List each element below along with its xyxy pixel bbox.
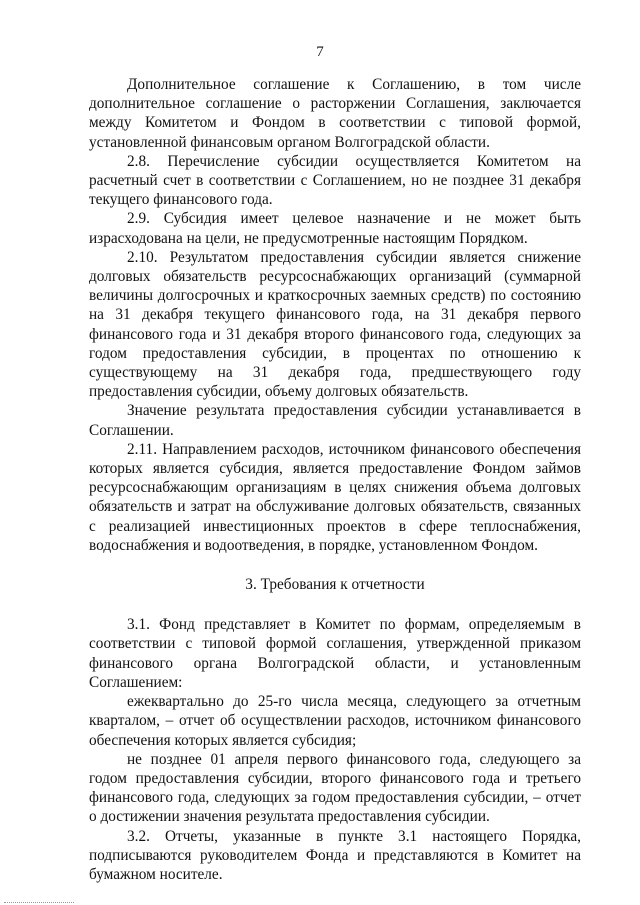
page-number: 7 [316, 44, 324, 60]
paragraph-3-2: 3.2. Отчеты, указанные в пункте 3.1 настоящего Порядка, подписываются руководителем Фонда и представляются в Комитет на бумажном носителе. [89, 827, 581, 883]
paragraph-quarterly-report: ежеквартально до 25-го числа месяца, следующего за отчетным кварталом, – отчет об осуществлении расходов, источником финансового обеспечения которых является субсидия; [89, 693, 581, 749]
paragraph-3-1: 3.1. Фонд представляет в Комитет по формам, определяемым в соответствии с типовой формой соглашения, утвержденной приказом финансового органа Волгоградской области, и установленным Соглашением: [89, 616, 581, 691]
paragraph-result-value: Значение результата предоставления субсидии устанавливается в Соглашении. [89, 402, 581, 439]
paragraph-2-10: 2.10. Результатом предоставления субсидии является снижение долговых обязательств ресурсоснабжающих организаций (суммарной величины долгосрочных и краткосрочных заемных средств) по состоянию на 31 декабря текущего финансового года, на 31 декабря первого финансового года и 31 декабря второго финансового года, следующих за годом предоставления субсидии, в процентах по отношению к существующему на 31 декабря года, предшествующего году предоставления субсидии, объему долговых обязательств. [89, 248, 581, 401]
paragraph-2-8: 2.8. Перечисление субсидии осуществляется Комитетом на расчетный счет в соответствии с Соглашением, но не позднее 31 декабря текущего финансового года. [89, 152, 581, 209]
paragraph-2-11: 2.11. Направлением расходов, источником финансового обеспечения которых является субсидия, является предоставление Фондом займов ресурсоснабжающим организациям в целях снижения объема долговых обязательств и затрат на обслуживание долговых обязательств, связанных с реализацией инвестиционных проектов в сфере теплоснабжения, водоснабжения и водоотведения, в порядке, установленном Фондом. [89, 440, 581, 554]
document-body [89, 75, 581, 884]
scan-edge-mark [4, 899, 74, 903]
paragraph-additional-agreement: Дополнительное соглашение к Соглашению, в том числе дополнительное соглашение о расторжении Соглашения, заключается между Комитетом и Фондом в соответствии с типовой формой, установленной финансовым органом Волгоградской области. [89, 76, 581, 151]
paragraph-annual-report: не позднее 01 апреля первого финансового года, следующего за годом предоставления субсидии, второго финансового года и третьего финансового года, следующих за годом предоставления субсидии, – отчет о достижении значения результата предоставления субсидии. [89, 750, 581, 826]
section-heading: 3. Требования к отчетности [245, 576, 425, 594]
paragraph-2-9: 2.9. Субсидия имеет целевое назначение и не может быть израсходована на цели, не предусмотренные настоящим Порядком. [89, 210, 581, 247]
